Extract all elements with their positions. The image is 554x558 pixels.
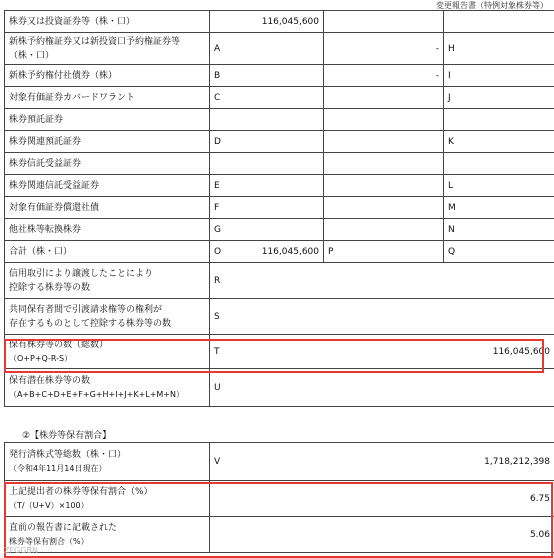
holdings-row: [5, 219, 554, 241]
holdings-row: [5, 11, 554, 33]
summary-label: 保有潜在株券等の数 （A+B+C+D+E+F+G+H+I+J+K+L+M+N）: [5, 369, 210, 407]
row-r-code: I: [444, 65, 554, 87]
row-label: 対象有価証券カバードワラント: [5, 87, 210, 109]
ratio-value-cell: [210, 517, 554, 553]
row-value: 116,045,600: [234, 241, 324, 263]
ratio-row: [5, 481, 554, 517]
holdings-row: [5, 175, 554, 197]
ratio-label: 上記提出者の株券等保有割合（%） （T/（U+V）×100）: [5, 481, 210, 517]
row-r-code: K: [444, 131, 554, 153]
row-r-code: J: [444, 87, 554, 109]
row-value: [234, 153, 324, 175]
row-code: A: [210, 33, 234, 65]
ratio-value: 1,718,212,398: [484, 456, 550, 467]
row-p-code: [324, 219, 344, 241]
summary-value-cell: [210, 335, 554, 369]
summary-label: 保有株券等の数（総数） （O+P+Q-R-S）: [5, 335, 210, 369]
row-value: [234, 33, 324, 65]
summary-code: T: [214, 346, 220, 357]
row-value: [234, 175, 324, 197]
summary-code: S: [214, 311, 220, 322]
row-code: C: [210, 87, 234, 109]
row-code: E: [210, 175, 234, 197]
ratio-value-cell: [210, 443, 554, 481]
ratio-label: 直前の報告書に記載された 株券等保有割合（%）: [5, 517, 210, 553]
row-code: [210, 11, 234, 33]
row-code: [210, 153, 234, 175]
summary-sublabel: （A+B+C+D+E+F+G+H+I+J+K+L+M+N）: [9, 389, 185, 399]
ratio-sublabel: （T/（U+V）×100）: [9, 500, 89, 510]
row-p-value: [344, 219, 444, 241]
row-r-code: L: [444, 175, 554, 197]
row-r-code: M: [444, 197, 554, 219]
row-p-code: [324, 33, 344, 65]
row-code: D: [210, 131, 234, 153]
row-p-value: -: [344, 65, 444, 87]
section-2-title: ②【株券等保有割合】: [22, 431, 112, 441]
ratio-row: [5, 517, 554, 553]
summary-sublabel: （O+P+Q-R-S）: [9, 353, 73, 363]
ratio-value: 6.75: [529, 493, 550, 504]
row-p-code: [324, 109, 344, 131]
row-label: 対象有価証券償還社債: [5, 197, 210, 219]
row-value: 116,045,600: [234, 11, 324, 33]
row-value: [234, 87, 324, 109]
summary-value-cell: [210, 369, 554, 407]
holdings-row: [5, 153, 554, 175]
row-r-code: H: [444, 33, 554, 65]
row-p-value: [344, 11, 444, 33]
ratio-code: V: [214, 456, 221, 467]
row-r-code: [444, 109, 554, 131]
watermark: ZFGGBN: [4, 546, 38, 555]
row-label: 合計（株・口）: [5, 241, 210, 263]
row-value: [234, 65, 324, 87]
holdings-row: [5, 197, 554, 219]
row-label: 新株予約権証券又は新投資口予約権証券等 （株・口）: [5, 33, 210, 65]
ratio-row: [5, 443, 554, 481]
row-value: [234, 109, 324, 131]
holding-ratio-table: [4, 442, 554, 553]
row-label: 株券又は投資証券等（株・口）: [5, 11, 210, 33]
row-code: B: [210, 65, 234, 87]
document-header: 変更報告書（特例対象株券等）: [436, 1, 548, 10]
holdings-row: [5, 65, 554, 87]
summary-code: U: [214, 382, 221, 393]
row-p-value: [344, 87, 444, 109]
row-p-value: [344, 131, 444, 153]
row-code: O: [210, 241, 234, 263]
holdings-row: [5, 241, 554, 263]
summary-value: 116,045,600: [492, 346, 550, 357]
row-p-code: [324, 153, 344, 175]
ratio-sublabel: （令和4年11月14日現在）: [9, 463, 107, 473]
row-p-value: [344, 197, 444, 219]
summary-value-cell: [210, 263, 554, 299]
row-label: 株券信託受益証券: [5, 153, 210, 175]
summary-label: 共同保有者間で引渡請求権等の権利が 存在するものとして控除する株券等の数: [5, 299, 210, 335]
holdings-row: [5, 33, 554, 65]
row-p-value: [344, 175, 444, 197]
holdings-row: [5, 87, 554, 109]
summary-row: [5, 369, 554, 407]
row-p-code: [324, 65, 344, 87]
ratio-label: 発行済株式等総数（株・口） （令和4年11月14日現在）: [5, 443, 210, 481]
row-value: [234, 131, 324, 153]
summary-row: [5, 263, 554, 299]
summary-row: [5, 335, 554, 369]
row-r-code: [444, 153, 554, 175]
holdings-table: [4, 10, 554, 263]
row-p-value: [344, 241, 444, 263]
row-p-code: [324, 175, 344, 197]
row-value: [234, 219, 324, 241]
summary-value-cell: [210, 299, 554, 335]
row-p-code: [324, 197, 344, 219]
ratio-value: 5.06: [529, 529, 550, 540]
row-code: F: [210, 197, 234, 219]
row-r-code: Q: [444, 241, 554, 263]
holdings-summary-table: [4, 262, 554, 407]
holdings-row: [5, 109, 554, 131]
holdings-row: [5, 131, 554, 153]
row-p-code: [324, 131, 344, 153]
row-code: G: [210, 219, 234, 241]
row-label: 株券関連信託受益証券: [5, 175, 210, 197]
row-r-code: N: [444, 219, 554, 241]
row-r-code: [444, 11, 554, 33]
row-value: [234, 197, 324, 219]
row-code: [210, 109, 234, 131]
ratio-sublabel: 株券等保有割合（%）: [9, 536, 89, 546]
row-p-value: [344, 109, 444, 131]
row-p-code: [324, 11, 344, 33]
row-p-value: -: [344, 33, 444, 65]
row-label: 株券預託証券: [5, 109, 210, 131]
row-p-code: [324, 87, 344, 109]
summary-code: R: [214, 275, 221, 286]
summary-label: 信用取引により譲渡したことにより 控除する株券等の数: [5, 263, 210, 299]
row-label: 新株予約権付社債券（株）: [5, 65, 210, 87]
row-p-code: P: [324, 241, 344, 263]
summary-row: [5, 299, 554, 335]
ratio-value-cell: [210, 481, 554, 517]
row-label: 他社株等転換株券: [5, 219, 210, 241]
row-p-value: [344, 153, 444, 175]
row-label: 株券関連預託証券: [5, 131, 210, 153]
